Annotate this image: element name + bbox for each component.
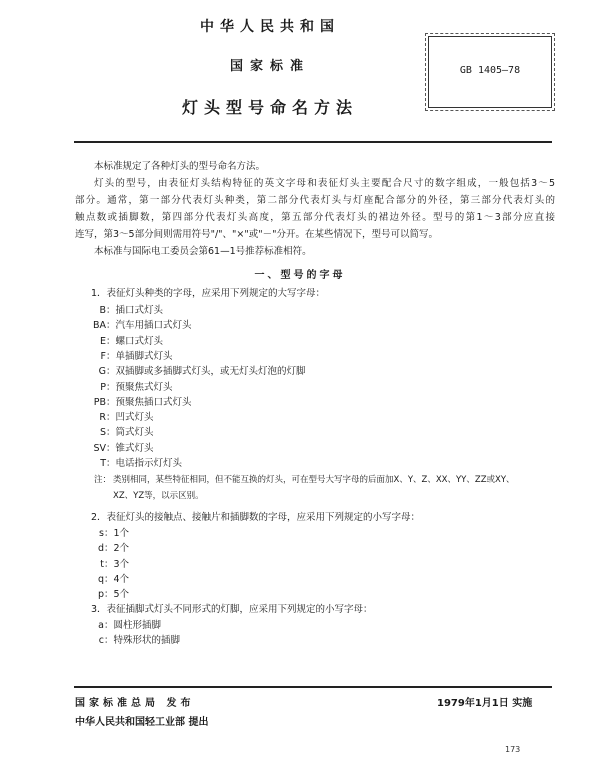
lamp-cap-type-row [84, 424, 154, 438]
lamp-cap-type-description: 电话指示灯灯头 [115, 458, 183, 469]
intro-block [75, 158, 555, 260]
lamp-cap-type-row [84, 333, 163, 347]
lamp-cap-type-description: 锥式灯头 [115, 442, 154, 454]
lamp-cap-type-separator: ： [106, 458, 116, 469]
pin-form-code: a [98, 620, 104, 631]
note-line-1: 类别相同，某些特征相同，但不能互换的灯头，可在型号大写字母的后面加X、Y、Z、XX、YY、ZZ或XY、 [113, 475, 515, 485]
document-title: 灯头型号命名方法 [181, 98, 358, 117]
lamp-cap-type-separator: ： [106, 320, 116, 332]
contact-count-code: p [97, 589, 104, 601]
lamp-cap-type-row [84, 302, 163, 316]
standard-code: GB 1405—78 [459, 65, 521, 76]
note-line-2: XZ、YZ等，以示区别。 [113, 491, 204, 501]
lamp-cap-type-separator: ： [106, 305, 116, 316]
footer-divider [74, 686, 552, 688]
intro-line-3: 触点数或插脚数，第四部分代表灯头高度，第五部分代表灯头的裙边外径。型号的第1～3部分应直接 [75, 212, 555, 223]
pin-form-description: 特殊形状的插脚 [113, 635, 181, 647]
lamp-cap-type-row [84, 394, 192, 408]
lamp-cap-type-separator: ： [106, 366, 116, 378]
intro-line-4: 连写，第3～5部分间则需用符号"/"、"×"或"－"分开。在某些情况下，型号可以简写。 [75, 229, 438, 240]
lamp-cap-type-code: F [100, 350, 106, 362]
contact-count-code: q [97, 573, 104, 585]
standard-type-heading: 国家标准 [229, 59, 310, 74]
header-divider [74, 141, 552, 143]
standard-code-box [428, 36, 552, 108]
lamp-cap-type-description: 汽车用插口式灯头 [115, 320, 192, 332]
lamp-cap-type-code: SV [93, 442, 106, 454]
lamp-cap-type-separator: ： [106, 350, 116, 362]
contact-count-row [84, 540, 129, 554]
lamp-cap-type-separator: ： [106, 381, 116, 393]
lamp-cap-type-description: 预聚焦插口式灯头 [115, 396, 192, 408]
contact-count-row [84, 571, 129, 585]
lamp-cap-type-row [84, 440, 154, 454]
pin-form-row [84, 632, 180, 646]
contact-count-code: d [97, 543, 104, 555]
lamp-cap-type-description: 预聚焦式灯头 [115, 381, 173, 393]
contact-count-separator: ： [104, 528, 114, 539]
contact-count-description: 1个 [113, 528, 130, 539]
contact-count-separator: ： [104, 558, 114, 570]
pin-form-separator: ： [104, 620, 114, 631]
contact-count-description: 5个 [113, 589, 130, 601]
contact-count-separator: ： [104, 589, 114, 601]
proposer: 中华人民共和国轻工业部 提出 [75, 717, 209, 728]
contact-count-separator: ： [104, 543, 114, 555]
lamp-cap-type-description: 插口式灯头 [115, 305, 164, 316]
intro-paragraph-scope: 本标准规定了各种灯头的型号命名方法。 [94, 161, 266, 172]
pin-form-description: 圆柱形插脚 [113, 620, 162, 631]
lamp-cap-type-code: PB [93, 396, 106, 408]
lamp-cap-type-row [84, 455, 182, 469]
lamp-cap-type-row [84, 348, 173, 362]
contact-count-row [84, 586, 129, 600]
lamp-cap-type-separator: ： [106, 396, 116, 408]
lamp-cap-type-description: 筒式灯头 [115, 427, 154, 439]
contact-count-description: 4个 [113, 573, 130, 585]
contact-count-code: t [100, 558, 104, 570]
item-1-text: 1．表征灯头种类的字母，应采用下列规定的大写字母： [91, 288, 326, 299]
lamp-cap-type-code: T [100, 458, 106, 469]
intro-line-2: 部分。通常，第一部分代表灯头种类，第二部分代表灯头与灯座配合部分的外径，第三部分代表灯头的 [75, 195, 555, 206]
page-number: 173 [505, 745, 521, 754]
lamp-cap-type-description: 双插脚或多插脚式灯头，或无灯头灯泡的灯脚 [115, 366, 306, 378]
section-heading: 一、型号的字母 [254, 270, 346, 281]
lamp-cap-type-description: 单插脚式灯头 [115, 350, 173, 362]
item-2-text: 2．表征灯头的接触点、接触片和插脚数的字母，应采用下列规定的小写字母： [91, 512, 421, 523]
lamp-cap-type-code: E [99, 335, 106, 347]
lamp-cap-type-separator: ： [106, 427, 116, 439]
lamp-cap-type-code: S [99, 427, 106, 439]
contact-count-row [84, 556, 129, 570]
lamp-cap-type-separator: ： [106, 442, 116, 454]
lamp-cap-type-separator: ： [106, 335, 116, 347]
lamp-cap-type-code: BA [92, 320, 106, 332]
lamp-cap-type-separator: ： [106, 412, 116, 424]
intro-paragraph-iec: 本标准与国际电工委员会第61—1号推荐标准相符。 [94, 246, 312, 257]
pin-form-row [84, 617, 161, 631]
lamp-cap-type-row [84, 409, 154, 423]
contact-count-description: 2个 [113, 543, 130, 555]
note-label: 注： [94, 475, 112, 485]
effective-date: 1979年1月1日 实施 [437, 698, 533, 709]
lamp-cap-type-row [84, 317, 192, 331]
lamp-cap-type-row [84, 363, 306, 377]
lamp-cap-type-code: P [100, 381, 106, 393]
contact-count-row [84, 525, 129, 539]
item-3-text: 3．表征插脚式灯头不同形式的灯脚，应采用下列规定的小写字母： [91, 604, 373, 615]
lamp-cap-type-row [84, 379, 173, 393]
intro-line-1: 灯头的型号，由表征灯头结构特征的英文字母和表征灯头主要配合尺寸的数字组成，一般包括3～5 [94, 178, 555, 189]
lamp-cap-type-code: R [99, 412, 106, 424]
issuer: 国家标准总局 发布 [75, 698, 195, 709]
pin-form-separator: ： [104, 635, 114, 647]
country-heading: 中华人民共和国 [200, 19, 340, 35]
lamp-cap-type-code: B [99, 305, 106, 316]
contact-count-separator: ： [104, 573, 114, 585]
contact-count-code: s [99, 528, 104, 539]
pin-form-code: c [98, 635, 104, 647]
lamp-cap-type-code: G [98, 366, 106, 378]
contact-count-description: 3个 [113, 558, 130, 570]
lamp-cap-type-description: 螺口式灯头 [115, 335, 164, 347]
lamp-cap-type-description: 凹式灯头 [115, 412, 154, 424]
